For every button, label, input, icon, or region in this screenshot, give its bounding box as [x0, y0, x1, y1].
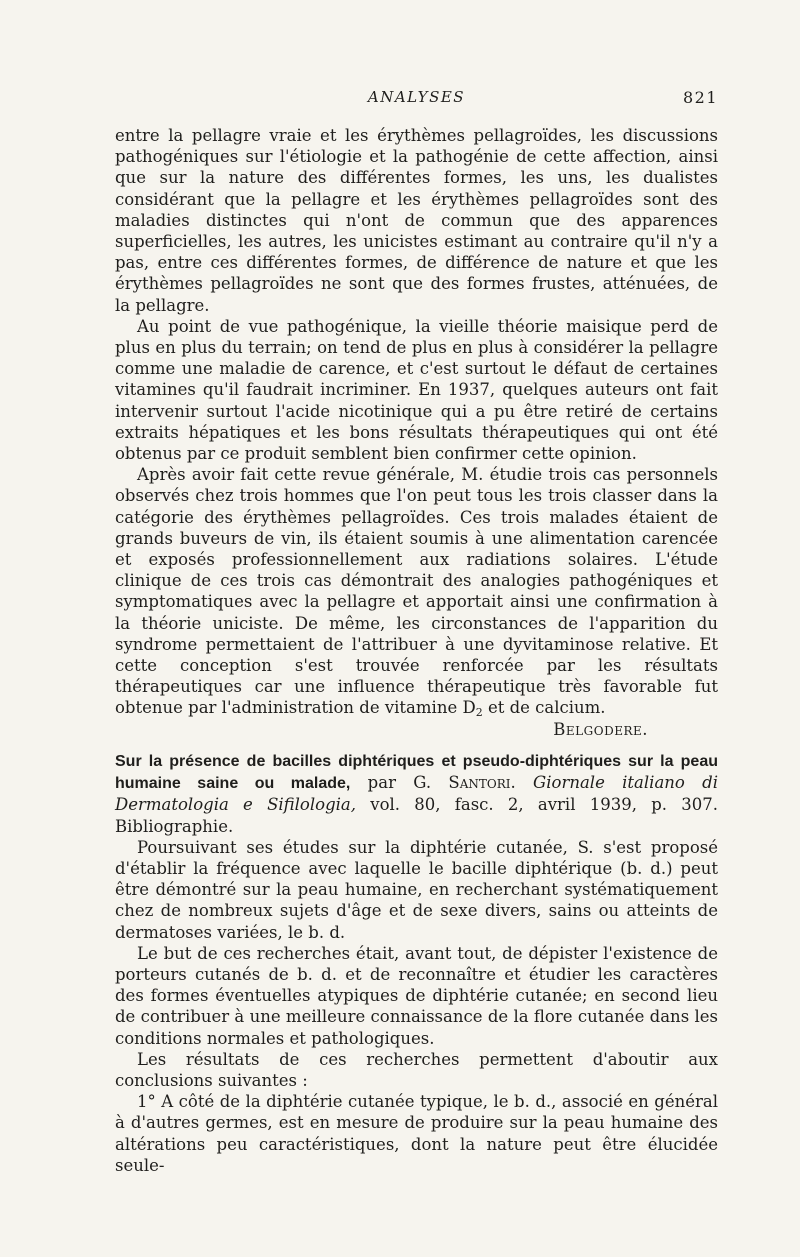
article-by: par	[350, 773, 414, 793]
review1-paragraph-2: Au point de vue pathogénique, la vieille théorie maisique perd de plus en plus du terrain; on tend de plus en plus à considérer la pellagre comme une maladie de carence, et c'est surtout le défaut de certaines vitamines qu'il faudrait incriminer. En 1937, quelques auteurs ont fait intervenir surtout l'acide nicotinique qui a pu être retiré de certains extraits hépatiques et les bons résultats thérapeutiques qui ont été obtenus par ce produit semblent bien confirmer cette opinion.	[115, 316, 718, 464]
review2-paragraph-3: Les résultats de ces recherches permettent d'aboutir aux conclusions suivantes :	[115, 1049, 718, 1090]
page-number: 821	[682, 88, 718, 107]
signature-line	[115, 719, 718, 740]
running-head	[115, 88, 718, 112]
text-block	[115, 125, 718, 1176]
review2-paragraph-2: Le but de ces recherches était, avant tout, de dépister l'existence de porteurs cutanés de b. d. et de reconnaître et étudier les caractères des formes éventuelles atypiques de diphtérie cutanée; en second lieu de contribuer à une meilleure connaissance de la flore cutanée dans les conditions normales et pathologiques.	[115, 943, 718, 1048]
subscript-2: 2	[475, 706, 483, 720]
article-heading	[115, 750, 718, 837]
review1-paragraph-3-text: Après avoir fait cette revue générale, M. étudie trois cas personnels observés chez trois hommes que l'on peut tous les trois classer dans la catégorie des érythèmes pellagroïdes. Ces trois malades étaient de grands buveurs de vin, ils étaient soumis à une alimentation carencée et exposés professionnellement aux radiations solaires. L'étude clinique de ces trois cas démontrait des analogies pathogéniques et symptomatiques avec la pellagre et apportait ainsi une confirmation à la théorie uniciste. De même, les circonstances de l'apparition du syndrome permettaient de l'attribuer à une dyvitaminose relative. Et cette conception s'est trouvée renforcée par les résultats thérapeutiques car une influence thérapeutique très favorable fut obtenue par l'administration de vitamine D	[115, 465, 718, 718]
article-author: G. Santori.	[413, 773, 516, 793]
reviewer-signature: Belgodere.	[553, 719, 648, 739]
review2-paragraph-4: 1° A côté de la diphtérie cutanée typique, le b. d., associé en général à d'autres germes, est en mesure de produire sur la peau humaine des altérations peu caractéristiques, dont la nature peut être élucidée seule-	[115, 1092, 718, 1175]
review2-paragraph-1: Poursuivant ses études sur la diphtérie cutanée, S. s'est proposé d'établir la fréquence avec laquelle le bacille diphtérique (b. d.) peut être démontré sur la peau humaine, en recherchant systématiquement chez de nombreux sujets d'âge et de sexe divers, sains ou atteints de dermatoses variées, le b. d.	[115, 837, 718, 942]
review1-paragraph-1: entre la pellagre vraie et les érythèmes pellagroïdes, les discussions pathogéniques sur l'étiologie et la pathogénie de cette affection, ainsi que sur la nature des différentes formes, les uns, les dualistes considérant que la pellagre et les érythèmes pellagroïdes sont des maladies distinctes qui n'ont de commun que des apparences superficielles, les autres, les unicistes estimant au contraire qu'il n'y a pas, entre ces différentes formes, de différence de nature et que les érythèmes pellagroïdes ne sont que des formes frustes, atténuées, de la pellagre.	[115, 126, 718, 315]
article-title: Sur la présence de bacilles diphtériques et pseudo-diphtériques sur la peau humaine saine ou malade,	[115, 752, 718, 793]
article-journal: Giornale italiano di Dermatologia e Sifilologia,	[115, 773, 718, 815]
review1-paragraph-3-tail: et de calcium.	[482, 698, 606, 718]
running-title: ANALYSES	[367, 88, 466, 106]
article-citation: vol. 80, fasc. 2, avril 1939, p. 307. Bibliographie.	[115, 795, 718, 836]
review1-paragraph-3	[115, 464, 718, 718]
